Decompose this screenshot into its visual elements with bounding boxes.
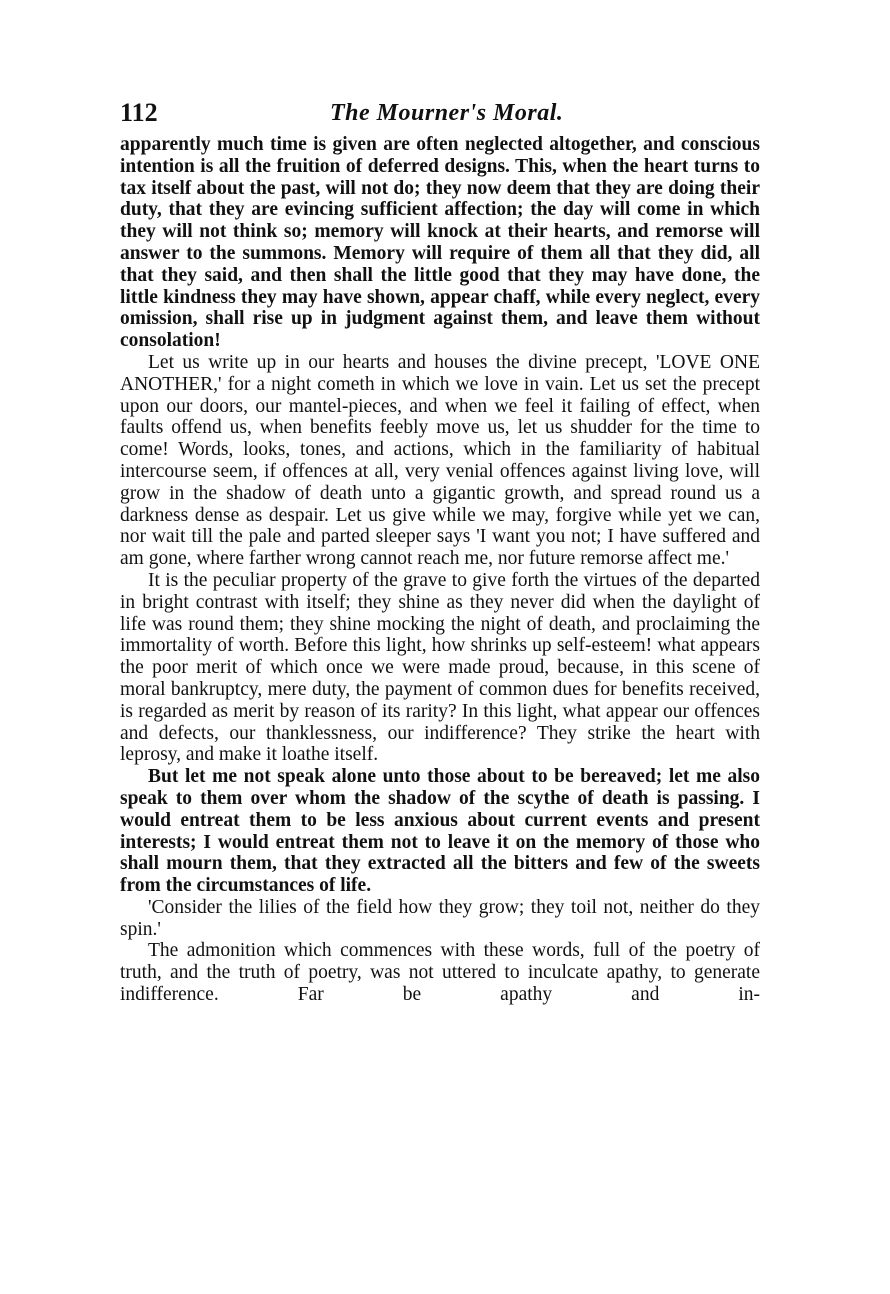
paragraph-continuation: apparently much time is given are often neglected altogether, and conscious intention is all the fruition of deferred designs. This, when the heart turns to tax itself about the past, will not do; they now deem that they are doing their duty, that they are evincing sufficient affection; the day will come in which they will not think so; memory will knock at their hearts, and remorse will answer to the summons. Memory will require of them all that they did, all that they said, and then shall the little good that they may have done, the little kindness they may have shown, appear chaff, while every neglect, every omission, shall rise up in judgment against them, and leave them without consolation! bbox=[120, 134, 760, 352]
page-header bbox=[120, 98, 760, 130]
body-text bbox=[120, 134, 760, 1006]
paragraph-bereaved: But let me not speak alone unto those about to be bereaved; let me also speak to them over whom the shadow of the scythe of death is passing. I would entreat them to be less anxious about current events and present interests; I would entreat them not to leave it on the memory of those who shall mourn them, that they extracted all the bitters and few of the sweets from the circumstances of life. bbox=[120, 766, 760, 897]
page-number: 112 bbox=[120, 98, 158, 127]
paragraph-lilies-quote: 'Consider the lilies of the field how they grow; they toil not, neither do they spin.' bbox=[120, 896, 760, 940]
paragraph-admonition: The admonition which commences with these words, full of the poetry of truth, and the truth of poetry, was not uttered to inculcate apathy, to generate indifference. Far be apathy and in- bbox=[120, 940, 760, 1006]
running-title: The Mourner's Moral. bbox=[330, 100, 564, 126]
paragraph-grave-virtues: It is the peculiar property of the grave to give forth the virtues of the departed in bright contrast with itself; they shine as they never did when the daylight of life was round them; they shine mocking the night of death, and proclaiming the immortality of worth. Before this light, how shrinks up self-esteem! what appears the poor merit of which once we were made proud, because, in this scene of moral bankruptcy, mere duty, the payment of common dues for benefits received, is regarded as merit by reason of its rarity? In this light, what appear our offences and defects, our thanklessness, our indifference? They strike the heart with leprosy, and make it loathe itself. bbox=[120, 569, 760, 766]
paragraph-love-one-another: Let us write up in our hearts and houses the divine precept, 'LOVE ONE ANOTHER,' for a night cometh in which we love in vain. Let us set the precept upon our doors, our mantel-pieces, and when we feel it failing of effect, when faults offend us, when benefits feebly move us, let us shudder for the time to come! Words, looks, tones, and actions, which in the familiarity of habitual intercourse seem, if offences at all, very venial offences against living love, will grow in the shadow of death unto a gigantic growth, and spread round us a darkness dense as despair. Let us give while we may, forgive while yet we can, nor wait till the pale and parted sleeper says 'I want you not; I have suffered and am gone, where farther wrong cannot reach me, nor future remorse affect me.' bbox=[120, 351, 760, 570]
